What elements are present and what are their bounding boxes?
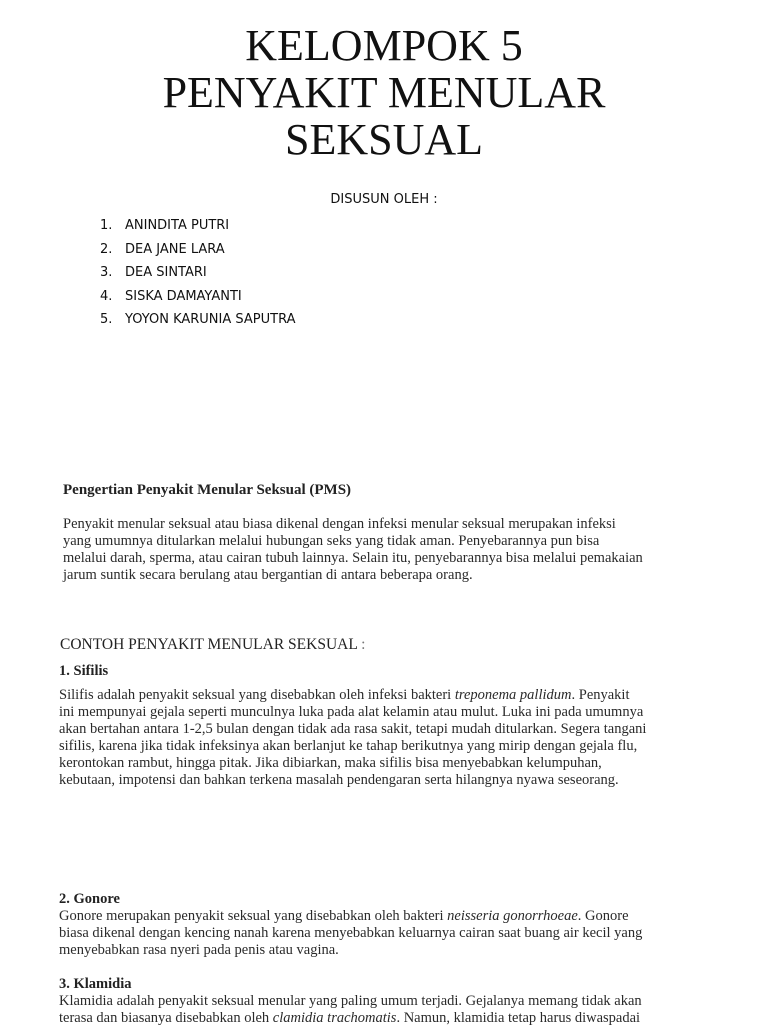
sifilis-heading: 1. Sifilis (59, 663, 109, 679)
author-item (100, 285, 295, 309)
author-name: DEA SINTARI (125, 265, 207, 280)
text-run: . Penyakit (571, 687, 630, 703)
paragraph-line: Penyakit menular seksual atau biasa dikenal dengan infeksi menular seksual merupakan infeksi (63, 516, 616, 532)
italic-term: clamidia trachomatis (272, 1010, 397, 1026)
paragraph-line: kebutaan, impotensi dan bahkan terkena masalah pendengaran serta hilangnya nyawa seseorang. (59, 772, 619, 788)
paragraph-line: jarum suntik secara berulang atau bergantian di antara beberapa orang. (63, 567, 473, 583)
author-name: DEA JANE LARA (125, 241, 225, 257)
paragraph-line: akan bertahan antara 1-2,5 bulan dengan tidak ada rasa sakit, tetapi mudah ditularkan. Segera tangani (59, 721, 647, 737)
title-line-2: PENYAKIT MENULAR (162, 68, 606, 117)
title-line-1: KELOMPOK 5 (245, 21, 523, 70)
author-number: 2. (100, 241, 113, 257)
klamidia-paragraph (59, 993, 642, 1027)
sifilis-paragraph (59, 687, 646, 789)
authors-heading: DISUSUN OLEH : (330, 192, 438, 207)
author-item (100, 238, 295, 262)
gonore-paragraph (59, 908, 642, 959)
text-run: . Gonore (577, 908, 629, 924)
klamidia-heading: 3. Klamidia (59, 976, 132, 992)
author-name: ANINDITA PUTRI (125, 218, 230, 233)
author-number: 5. (100, 312, 113, 327)
paragraph-line (59, 687, 646, 704)
paragraph-line: ini mempunyai gejala seperti munculnya luka pada alat kelamin atau mulut. Luka ini pada umumnya (59, 704, 644, 720)
paragraph-line (59, 1010, 642, 1027)
contoh-heading (60, 636, 365, 654)
paragraph-line (59, 908, 642, 925)
author-name: SISKA DAMAYANTI (125, 288, 242, 304)
author-name: YOYON KARUNIA SAPUTRA (125, 312, 296, 327)
italic-term: treponema pallidum (454, 687, 572, 703)
author-list (100, 214, 295, 332)
pengertian-heading: Pengertian Penyakit Menular Seksual (PMS) (63, 482, 352, 498)
author-item (100, 308, 295, 332)
text-run: Silifis adalah penyakit seksual yang disebabkan oleh infeksi bakteri (59, 687, 455, 703)
paragraph-line: menyebabkan rasa nyeri pada penis atau vagina. (59, 942, 339, 958)
author-number: 4. (100, 288, 113, 304)
paragraph-line: melalui darah, sperma, atau cairan tubuh lainnya. Selain itu, penyebarannya bisa melalui pemakaian (63, 550, 643, 566)
paragraph-line: Klamidia adalah penyakit seksual menular yang paling umum terjadi. Gejalanya memang tidak akan (59, 993, 642, 1009)
paragraph-line: biasa dikenal dengan kencing nanah karena menyebabkan keluarnya cairan saat buang air kecil yang (59, 925, 643, 941)
contoh-heading-text: CONTOH PENYAKIT MENULAR SEKSUAL (60, 636, 358, 653)
author-item (100, 214, 295, 238)
paragraph-line: sifilis, karena jika tidak infeksinya akan berlanjut ke tahap berikutnya yang mirip dengan gejala flu, (59, 738, 638, 754)
paragraph-line: yang umumnya ditularkan melalui hubungan seks yang tidak aman. Penyebarannya pun bisa (63, 533, 600, 549)
author-number: 1. (100, 218, 113, 233)
paragraph-line: kerontokan rambut, hingga pitak. Jika dibiarkan, maka sifilis bisa menyebabkan kelumpuhan, (59, 755, 602, 771)
gonore-heading: 2. Gonore (59, 891, 120, 907)
italic-term: neisseria gonorrhoeae (447, 908, 578, 924)
author-number: 3. (100, 265, 113, 280)
document-title (0, 22, 768, 163)
contoh-heading-colon: : (357, 636, 366, 653)
author-item (100, 261, 295, 285)
pengertian-paragraph (63, 516, 643, 584)
text-run: . Namun, klamidia tetap harus diwaspadai (396, 1010, 641, 1026)
title-line-3: SEKSUAL (284, 115, 484, 164)
text-run: terasa dan biasanya disebabkan oleh (59, 1010, 273, 1026)
text-run: Gonore merupakan penyakit seksual yang disebabkan oleh bakteri (59, 908, 448, 924)
